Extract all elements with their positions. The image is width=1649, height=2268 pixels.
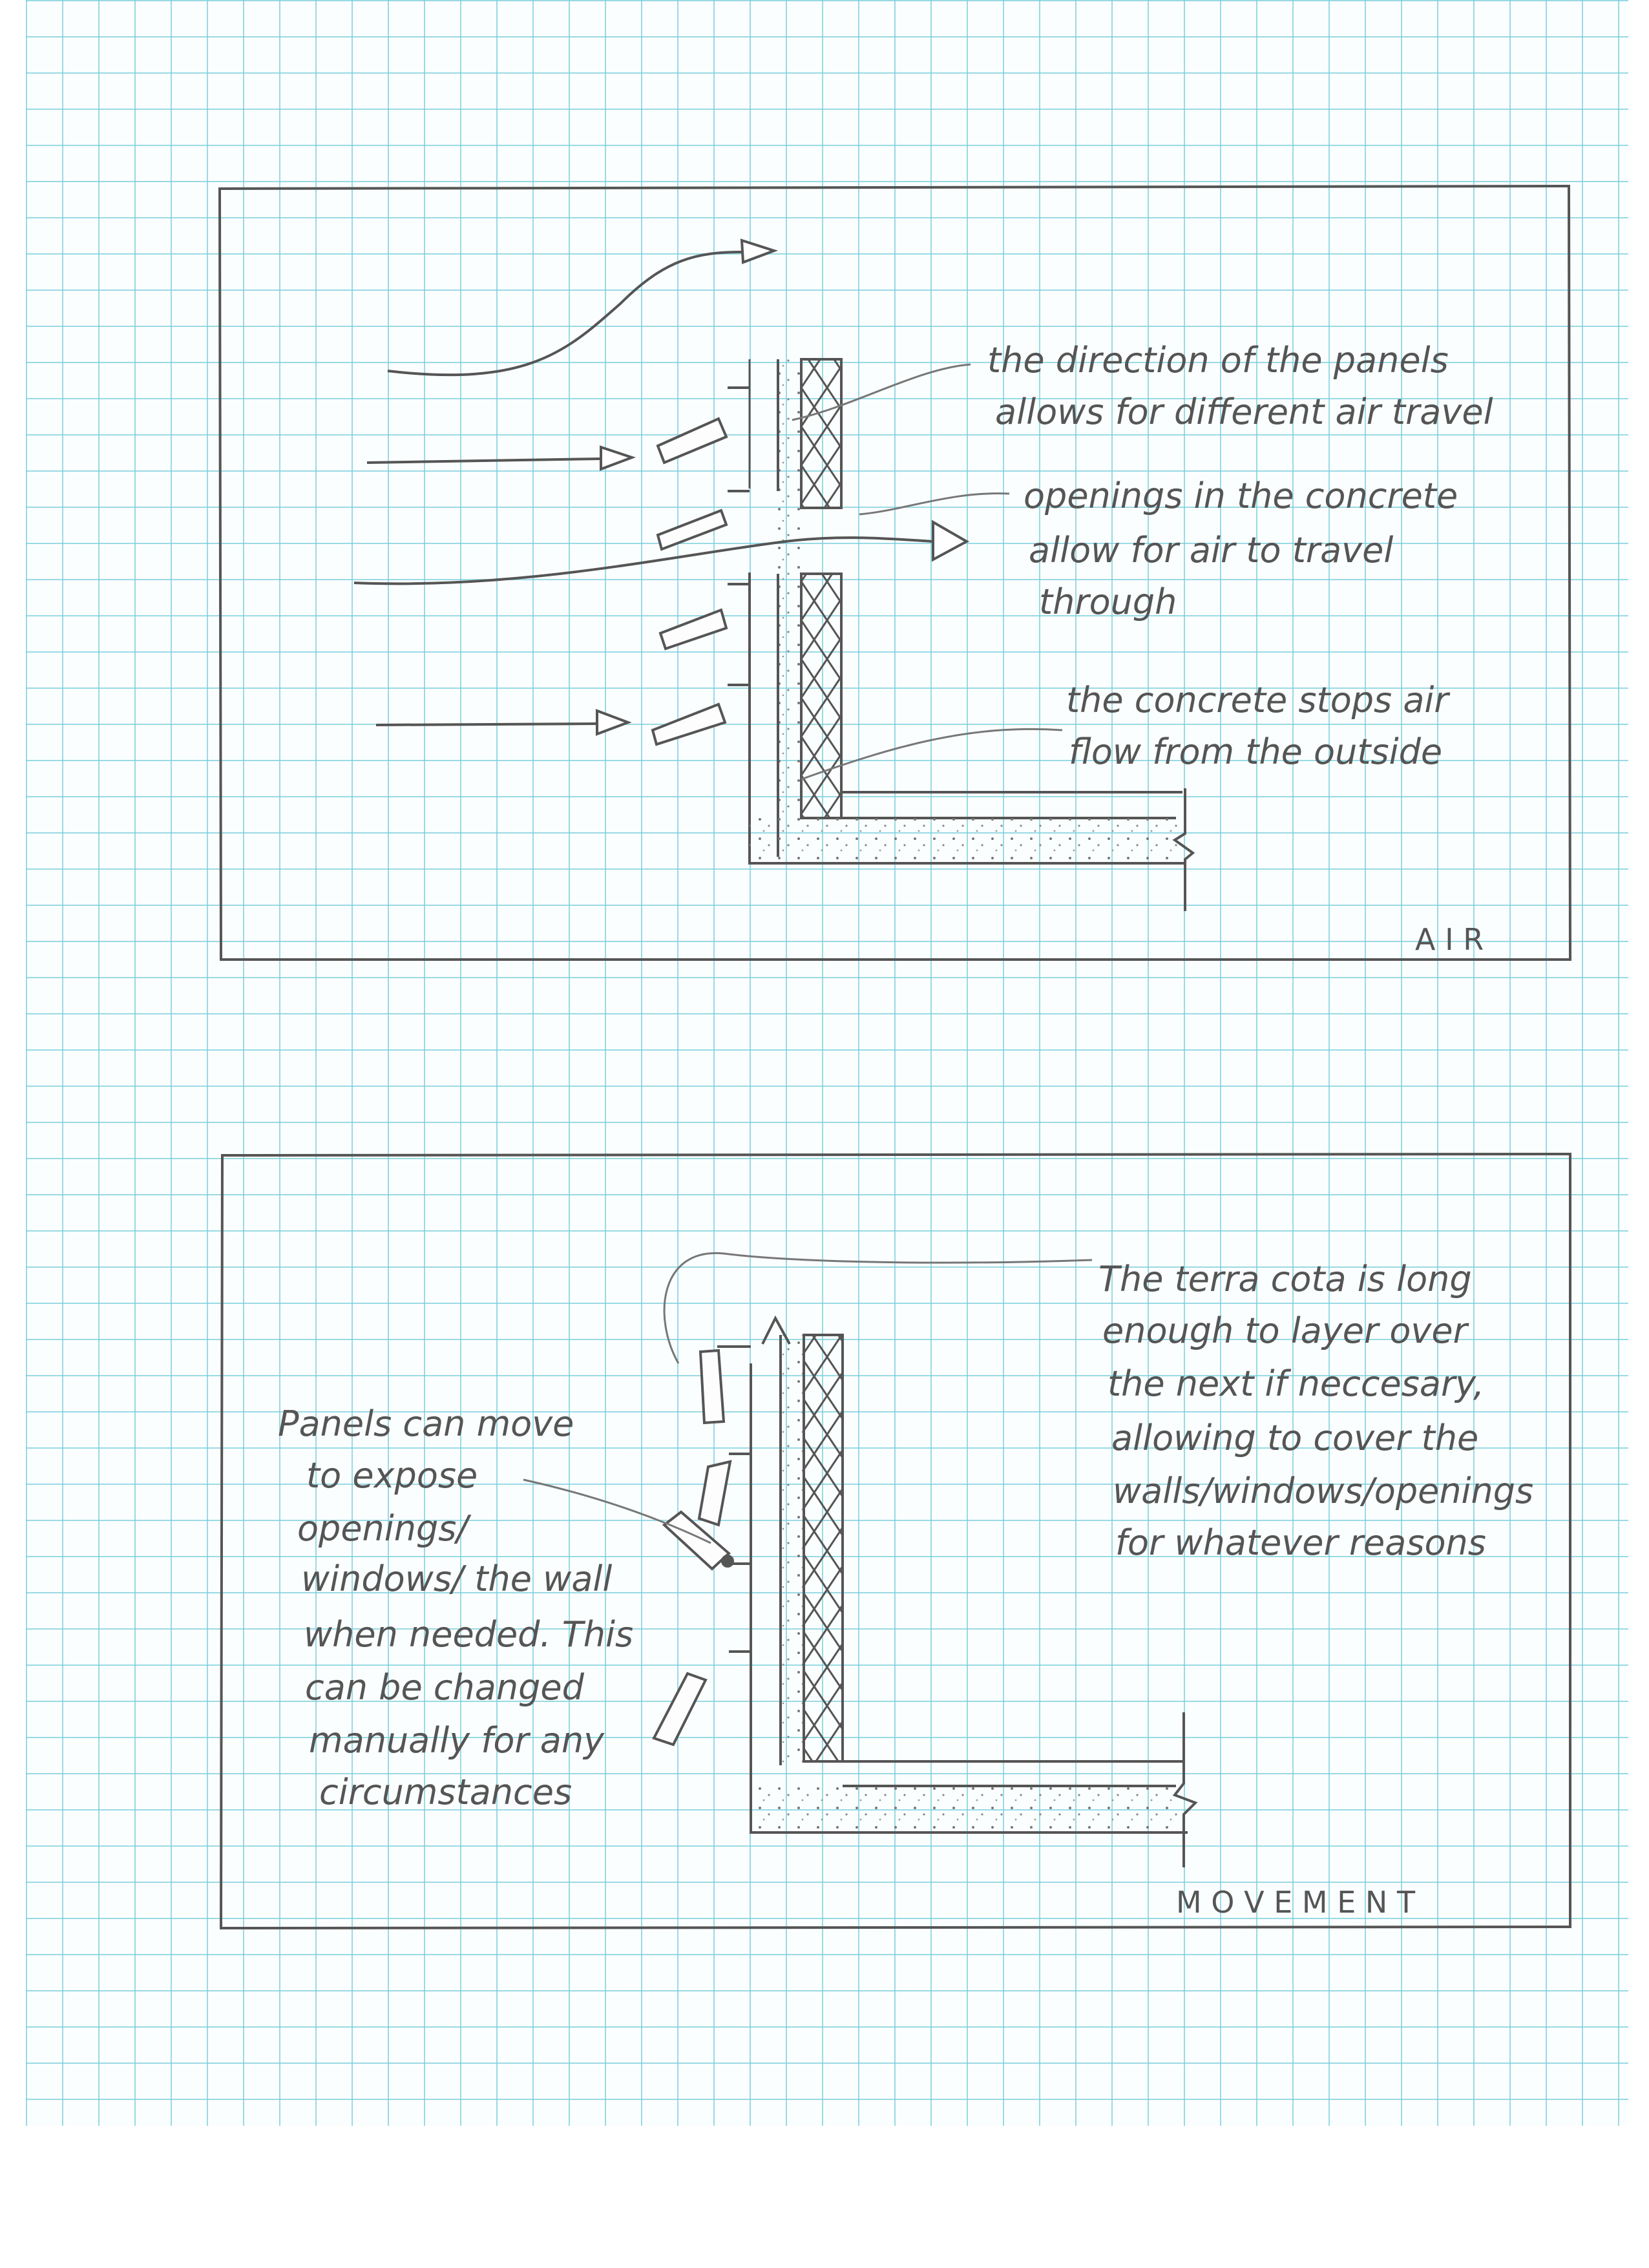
movement-note-panels-line-1: Panels can move [278,1403,574,1444]
air-flow-arrows [354,240,967,734]
air-notes [987,340,1493,772]
movement-note-terracotta-line-2: enough to layer over [1102,1310,1467,1351]
air-panel [220,186,1570,960]
movement-panel [221,1154,1570,1928]
air-note-concrete-line-1: the concrete stops air [1066,680,1449,720]
air-note-openings-line-2: allow for air to travel [1029,530,1394,571]
movement-note-terracotta-line-4: allowing to cover the [1111,1418,1479,1458]
movement-note-terracotta-line-1: The terra cota is long [1098,1259,1472,1299]
movement-note-panels-line-7: manually for any [309,1720,605,1761]
air-note-direction-line-2: allows for different air travel [995,392,1493,432]
air-panel-title: A I R [1415,922,1484,957]
movement-note-terracotta-line-3: the next if neccesary, [1108,1363,1485,1404]
air-note-direction-line-1: the direction of the panels [987,340,1449,381]
air-note-openings-line-3: through [1039,582,1177,622]
air-note-openings-line-1: openings in the concrete [1024,476,1458,516]
movement-terracotta-panels [654,1347,751,1745]
air-note-concrete-line-2: flow from the outside [1069,731,1443,772]
movement-note-terracotta-line-5: walls/windows/openings [1113,1471,1534,1511]
movement-note-panels-line-5: when needed. This [304,1614,634,1655]
air-wall-section [750,359,1193,911]
movement-panel-title: M O V E M E N T [1176,1885,1416,1920]
movement-note-panels-line-8: circumstances [319,1772,572,1812]
movement-note-terracotta-line-6: for whatever reasons [1115,1522,1486,1563]
movement-note-panels-line-2: to expose [306,1455,478,1496]
movement-note-panels-line-6: can be changed [305,1667,584,1708]
air-terracotta-panels [653,388,750,744]
movement-notes [278,1259,1533,1812]
movement-note-panels-line-4: windows/ the wall [301,1559,613,1599]
movement-note-panels-line-3: openings/ [297,1508,468,1549]
